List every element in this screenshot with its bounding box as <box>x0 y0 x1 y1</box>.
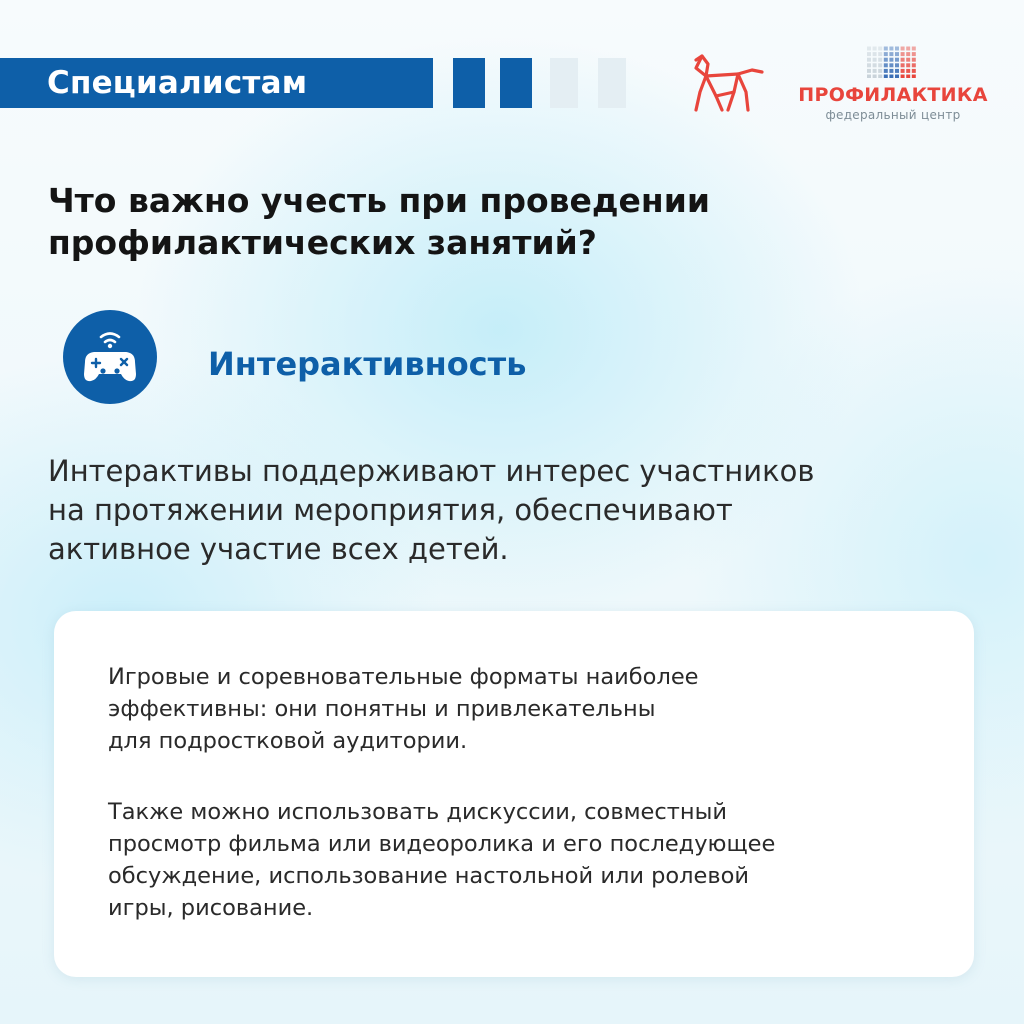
card-line: для подростковой аудитории. <box>108 728 468 754</box>
card-paragraph <box>108 796 948 924</box>
page-title-line: профилактических занятий? <box>48 223 597 262</box>
header-stripe <box>598 58 626 108</box>
intro-line: Интерактивы поддерживают интерес участников <box>48 454 815 488</box>
card-line: эффективны: они понятны и привлекательны <box>108 696 656 722</box>
feature-title: Интерактивность <box>208 345 527 383</box>
logo-subtitle: федеральный центр <box>825 108 961 122</box>
card-line: просмотр фильма или видеоролика и его последующее <box>108 831 776 857</box>
card-line: игры, рисование. <box>108 895 314 921</box>
card-line: Также можно использовать дискуссии, совместный <box>108 799 727 825</box>
card-paragraph <box>108 661 948 757</box>
intro-line: активное участие всех детей. <box>48 532 509 566</box>
header-stripe <box>453 58 485 108</box>
section-label: Специалистам <box>47 65 308 101</box>
header-stripe <box>550 58 578 108</box>
horse-icon <box>688 52 766 116</box>
intro-text <box>48 452 948 569</box>
logo-name: ПРОФИЛАКТИКА <box>798 84 988 106</box>
intro-line: на протяжении мероприятия, обеспечивают <box>48 493 733 527</box>
card-line: обсуждение, использование настольной или ролевой <box>108 863 750 889</box>
page-title-line: Что важно учесть при проведении <box>48 181 710 220</box>
gamepad-icon <box>63 310 157 404</box>
header-stripe <box>500 58 532 108</box>
info-card <box>54 611 974 977</box>
dot-grid-icon <box>866 46 918 78</box>
page-title <box>48 180 808 264</box>
card-line: Игровые и соревновательные форматы наиболее <box>108 664 699 690</box>
